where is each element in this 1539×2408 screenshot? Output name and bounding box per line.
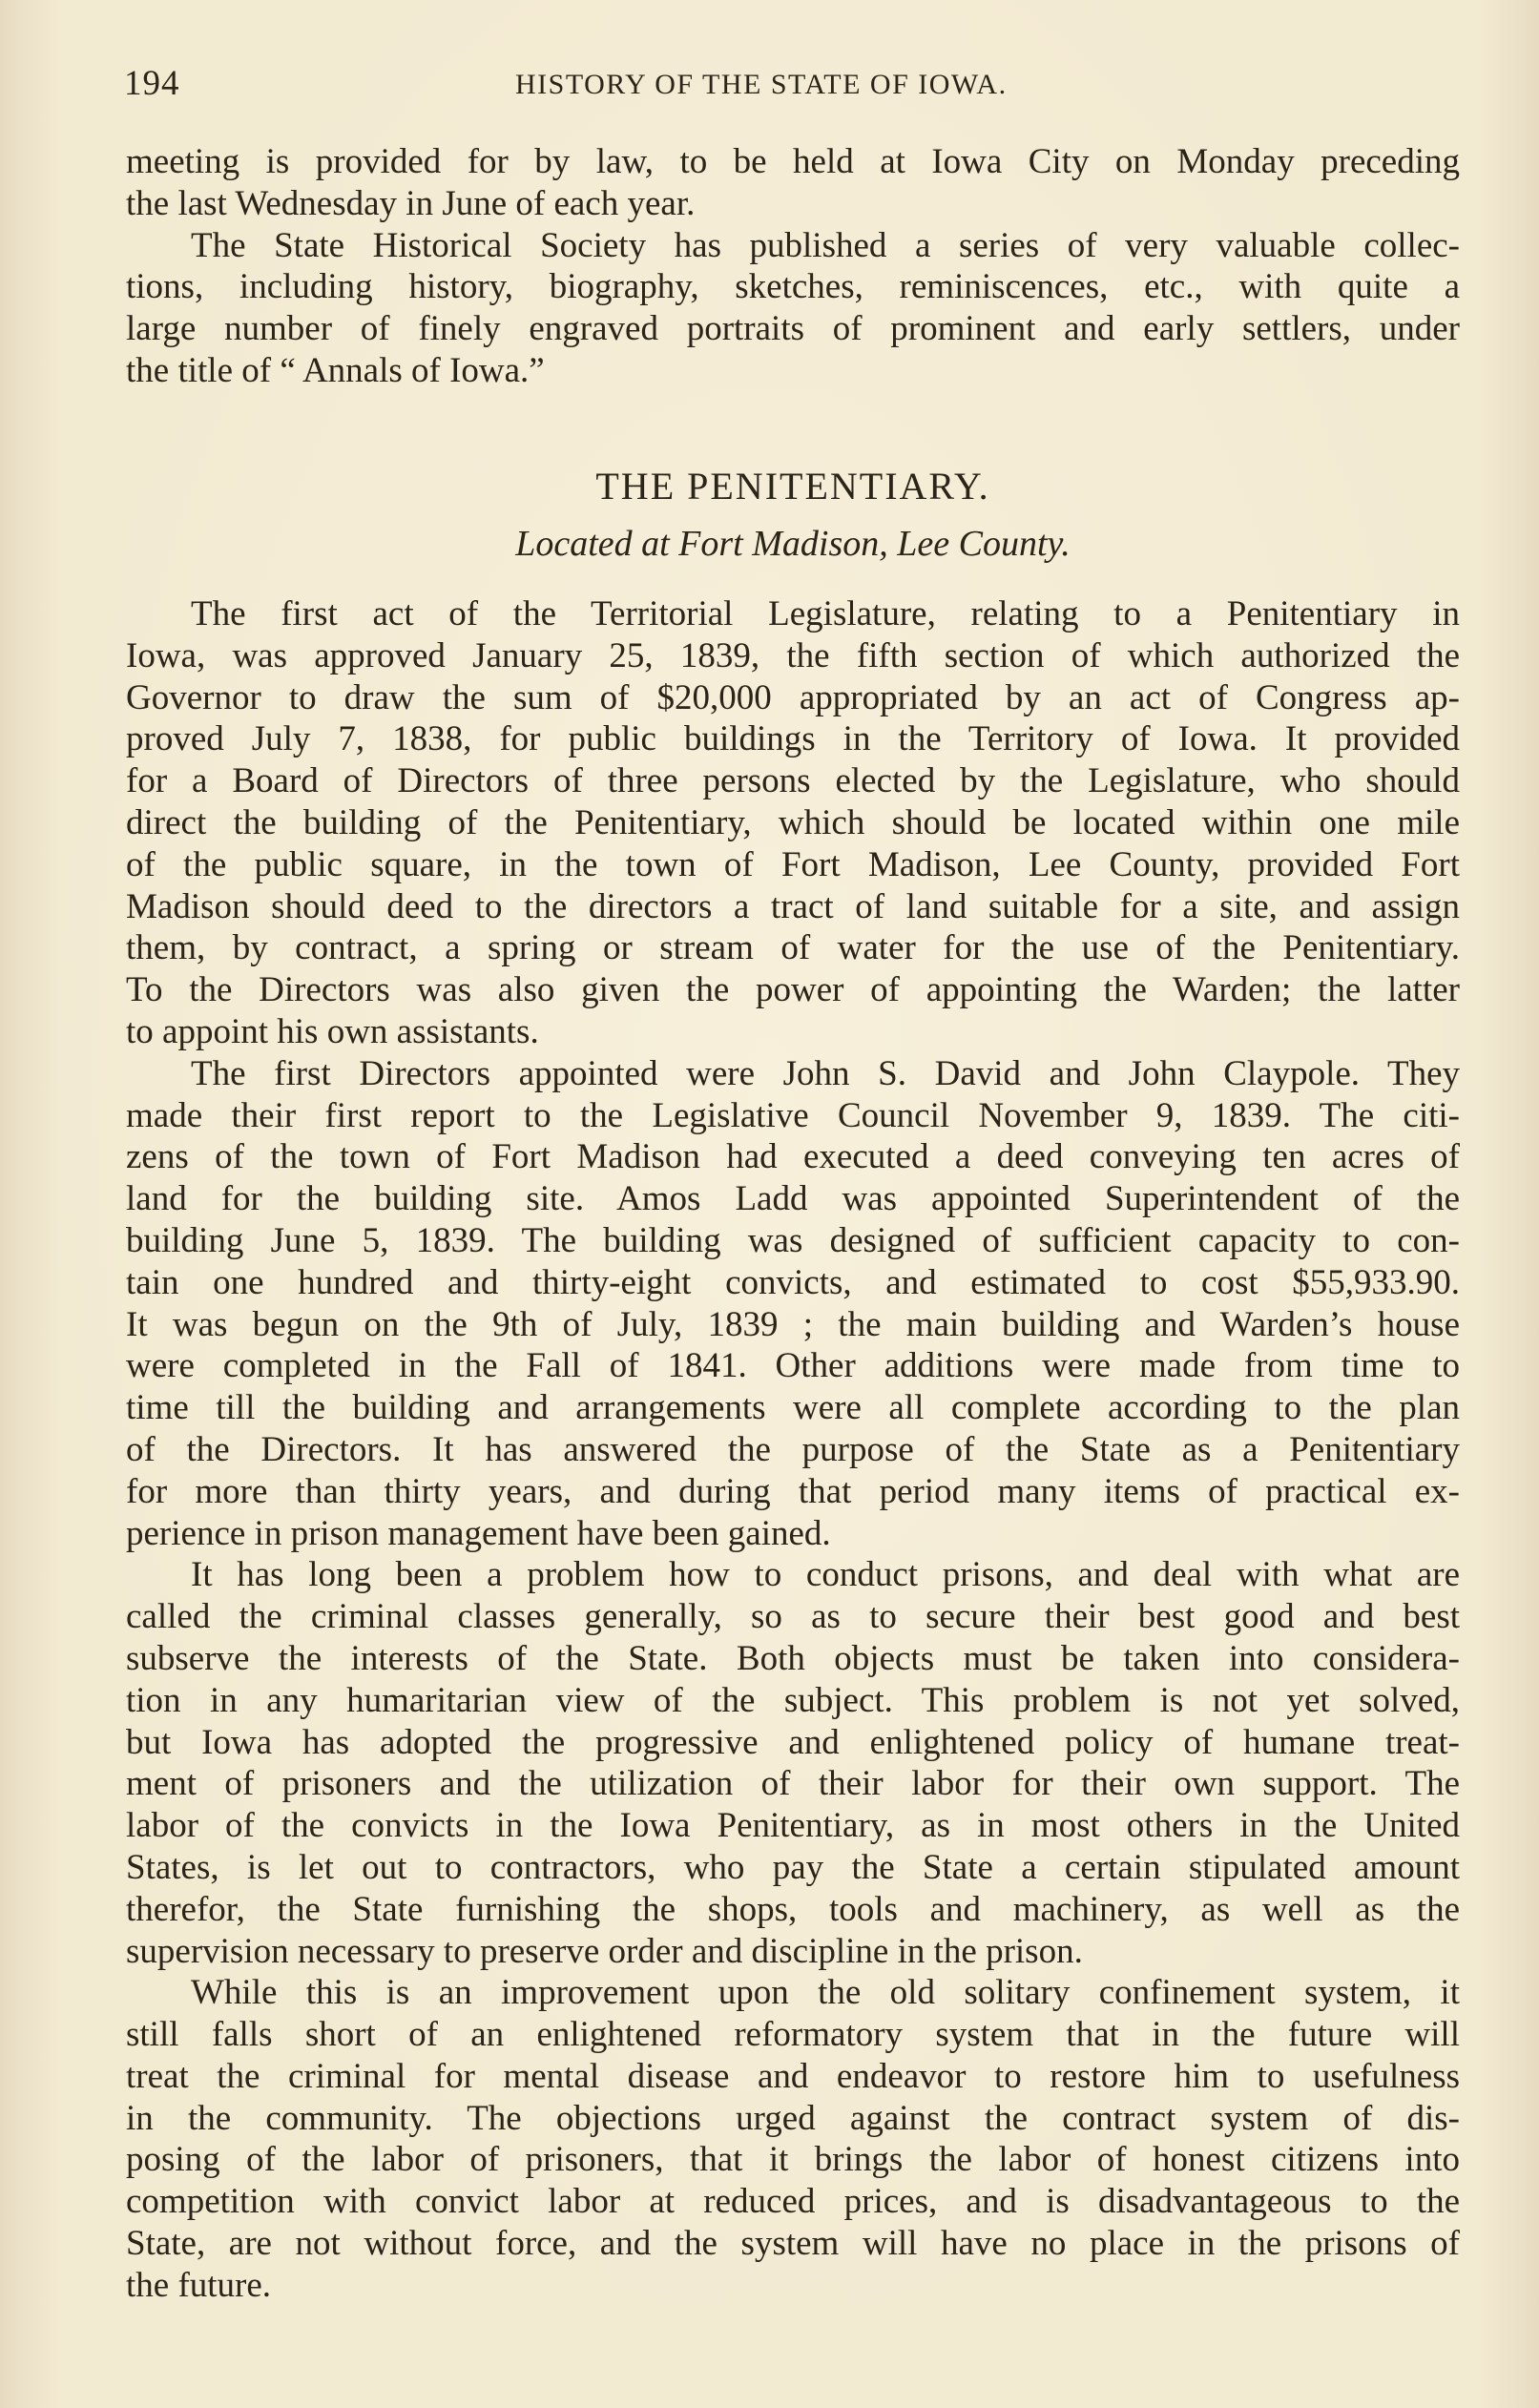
text-line: To the Directors was also given the power of appointing the Warden; the latter xyxy=(126,970,1460,1010)
text-line: Governor to draw the sum of $20,000 appropriated by an act of Congress ap- xyxy=(126,677,1460,717)
text-line: for a Board of Directors of three persons elected by the Legislature, who should xyxy=(126,761,1460,801)
text-line: for more than thirty years, and during that period many items of practical ex- xyxy=(126,1471,1460,1511)
text-line: of the public square, in the town of Fort Madison, Lee County, provided Fort xyxy=(126,844,1460,884)
text-line: the last Wednesday in June of each year. xyxy=(126,183,696,223)
text-line: The first Directors appointed were John S. David and John Claypole. They xyxy=(191,1053,1460,1093)
text-line: It has long been a problem how to conduct prisons, and deal with what are xyxy=(191,1555,1460,1595)
text-line: but Iowa has adopted the progressive and enlightened policy of humane treat- xyxy=(126,1722,1460,1762)
penitentiary-paragraphs xyxy=(126,593,1460,2307)
text-line: competition with convict labor at reduced prices, and is disadvantageous to the xyxy=(126,2182,1460,2222)
text-line: the future. xyxy=(126,2265,272,2305)
section-heading: THE PENITENTIARY. xyxy=(595,465,990,508)
text-line: tions, including history, biography, sketches, reminiscences, etc., with quite a xyxy=(126,267,1460,307)
text-line: therefor, the State furnishing the shops, tools and machinery, as well as the xyxy=(126,1889,1460,1929)
running-head xyxy=(124,63,1460,111)
text-line: them, by contract, a spring or stream of water for the use of the Penitentiary. xyxy=(126,928,1460,968)
text-line: proved July 7, 1838, for public buildings in the Territory of Iowa. It provided xyxy=(126,719,1460,759)
intro-paragraphs xyxy=(126,141,1460,392)
text-line: subserve the interests of the State. Both objects must be taken into considera- xyxy=(126,1638,1460,1678)
text-line: were completed in the Fall of 1841. Other additions were made from time to xyxy=(126,1346,1460,1386)
text-line: labor of the convicts in the Iowa Penitentiary, as in most others in the United xyxy=(126,1806,1460,1846)
text-line: land for the building site. Amos Ladd was appointed Superintendent of the xyxy=(126,1179,1460,1219)
text-line: Madison should deed to the directors a tract of land suitable for a site, and assign xyxy=(126,886,1460,926)
text-line: The State Historical Society has published a series of very valuable collec- xyxy=(191,225,1460,265)
text-line: States, is let out to contractors, who pay the State a certain stipulated amount xyxy=(126,1847,1460,1887)
text-line: Iowa, was approved January 25, 1839, the fifth section of which authorized the xyxy=(126,635,1460,675)
text-line: called the criminal classes generally, so as to secure their best good and best xyxy=(126,1597,1460,1637)
running-title: HISTORY OF THE STATE OF IOWA. xyxy=(515,69,1008,100)
text-line: zens of the town of Fort Madison had executed a deed conveying ten acres of xyxy=(126,1137,1460,1177)
page-number: 194 xyxy=(124,64,180,103)
text-line: still falls short of an enlightened reformatory system that in the future will xyxy=(126,2015,1460,2055)
text-line: large number of finely engraved portraits of prominent and early settlers, under xyxy=(126,309,1460,349)
text-line: of the Directors. It has answered the purpose of the State as a Penitentiary xyxy=(126,1429,1460,1469)
text-line: time till the building and arrangements were all complete according to the plan xyxy=(126,1388,1460,1428)
text-line: It was begun on the 9th of July, 1839 ; the main building and Warden’s house xyxy=(126,1304,1460,1344)
text-line: the title of “ Annals of Iowa.” xyxy=(126,350,545,390)
text-line: supervision necessary to preserve order and discipline in the prison. xyxy=(126,1931,1083,1971)
text-line: in the community. The objections urged against the contract system of dis- xyxy=(126,2098,1460,2138)
text-line: treat the criminal for mental disease and endeavor to restore him to usefulness xyxy=(126,2056,1460,2096)
text-line: The first act of the Territorial Legislature, relating to a Penitentiary in xyxy=(191,594,1460,633)
text-line: tion in any humaritarian view of the subject. This problem is not yet solved, xyxy=(126,1680,1460,1720)
text-line: While this is an improvement upon the old solitary confinement system, it xyxy=(191,1973,1460,2013)
text-line: ment of prisoners and the utilization of their labor for their own support. The xyxy=(126,1764,1460,1804)
text-line: meeting is provided for by law, to be held at Iowa City on Monday preceding xyxy=(126,142,1460,181)
text-line: tain one hundred and thirty-eight convicts, and estimated to cost $55,933.90. xyxy=(126,1262,1460,1302)
section-subheading: Located at Fort Madison, Lee County. xyxy=(515,524,1071,564)
text-line: posing of the labor of prisoners, that it brings the labor of honest citizens into xyxy=(126,2140,1460,2180)
text-line: State, are not without force, and the system will have no place in the prisons of xyxy=(126,2224,1460,2264)
text-line: made their first report to the Legislative Council November 9, 1839. The citi- xyxy=(126,1095,1460,1135)
text-line: perience in prison management have been gained. xyxy=(126,1513,831,1553)
text-line: to appoint his own assistants. xyxy=(126,1011,539,1051)
text-line: direct the building of the Penitentiary, which should be located within one mile xyxy=(126,802,1460,842)
text-line: building June 5, 1839. The building was designed of sufficient capacity to con- xyxy=(126,1220,1460,1260)
